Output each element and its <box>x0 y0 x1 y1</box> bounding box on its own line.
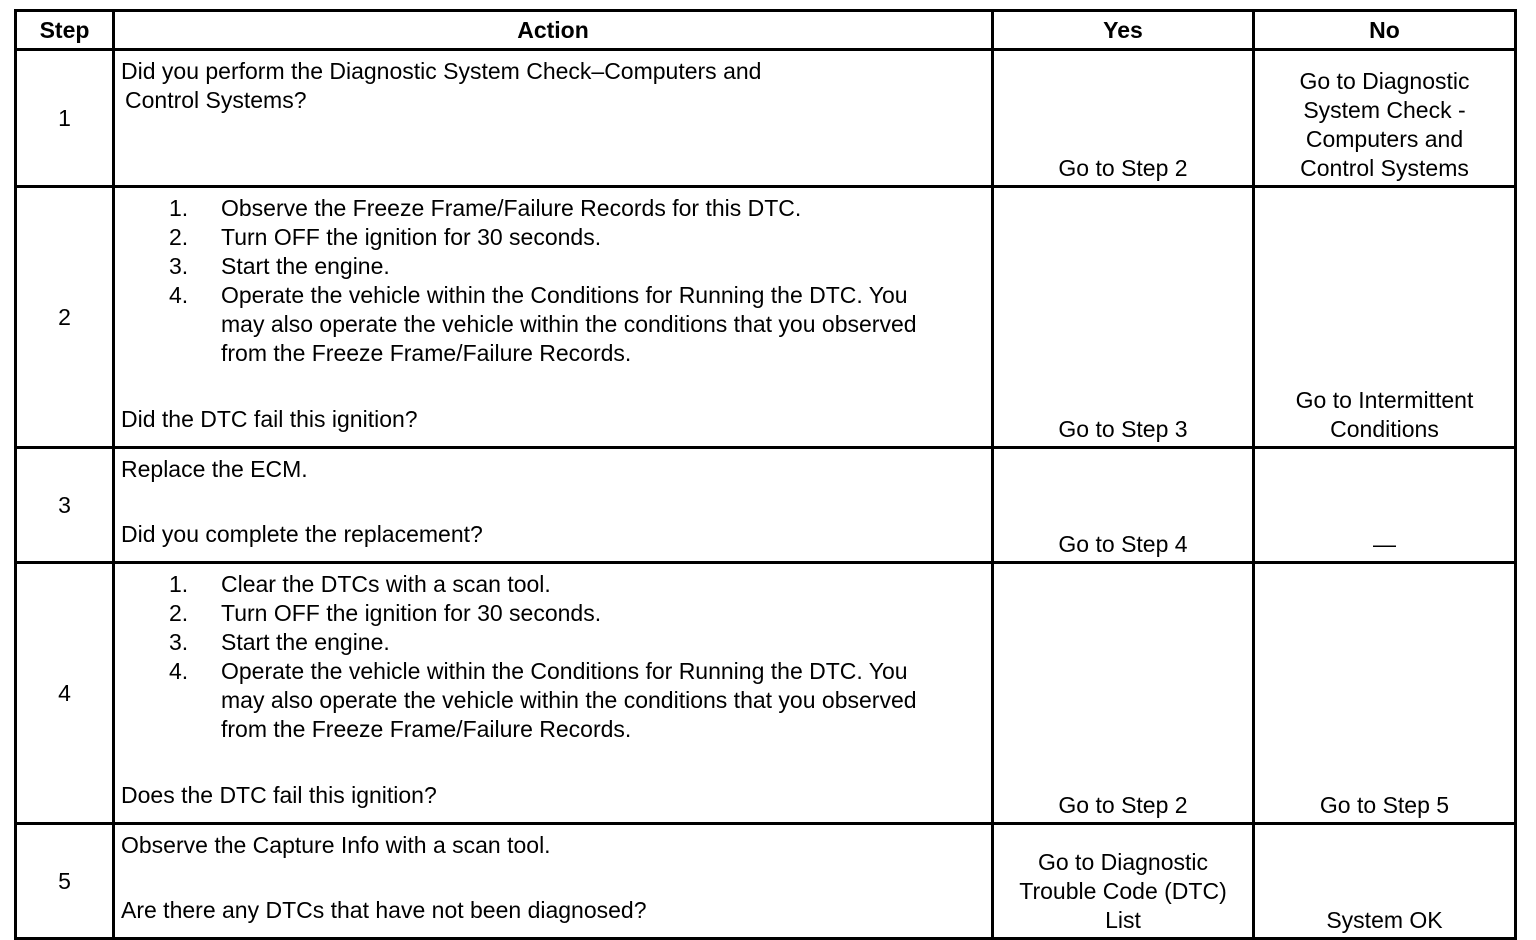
list-number: 1. <box>169 571 189 597</box>
action-content <box>121 194 981 434</box>
list-item <box>169 281 981 368</box>
no-cell <box>1254 50 1516 187</box>
list-number: 2. <box>169 224 189 250</box>
diagnostic-table <box>14 9 1517 940</box>
table-row <box>16 824 1516 939</box>
question-text: Did the DTC fail this ignition? <box>121 406 418 432</box>
step-number: 1 <box>16 50 114 187</box>
list-text-line: from the Freeze Frame/Failure Records. <box>221 340 632 366</box>
table-row <box>16 448 1516 563</box>
table-row <box>16 563 1516 824</box>
yes-cell <box>993 563 1254 824</box>
yes-result-line: List <box>1105 907 1141 933</box>
question-text: Are there any DTCs that have not been diagnosed? <box>121 897 647 923</box>
no-cell <box>1254 448 1516 563</box>
list-item <box>169 599 981 628</box>
yes-cell <box>993 187 1254 448</box>
action-cell <box>114 824 993 939</box>
list-text-line: may also operate the vehicle within the conditions that you observed <box>221 311 917 337</box>
list-text <box>221 657 981 744</box>
no-result-line: Control Systems <box>1300 155 1469 181</box>
list-text: Turn OFF the ignition for 30 seconds. <box>221 600 602 626</box>
instruction-text: Observe the Capture Info with a scan tool. <box>121 832 551 858</box>
list-item <box>169 570 981 599</box>
no-result-line: Go to Diagnostic <box>1299 68 1470 94</box>
list-number: 4. <box>169 282 189 308</box>
yes-cell <box>993 448 1254 563</box>
no-cell <box>1254 563 1516 824</box>
list-number: 1. <box>169 195 189 221</box>
action-cell <box>114 187 993 448</box>
yes-cell <box>993 824 1254 939</box>
list-item <box>169 223 981 252</box>
no-result-line: Go to Intermittent <box>1295 387 1474 413</box>
list-item <box>169 194 981 223</box>
list-number: 4. <box>169 658 189 684</box>
list-text-line: from the Freeze Frame/Failure Records. <box>221 716 632 742</box>
list-item <box>169 657 981 744</box>
action-cell <box>114 448 993 563</box>
no-result-line: Conditions <box>1330 416 1439 442</box>
yes-result: Go to Step 2 <box>1058 155 1188 181</box>
step-number: 2 <box>16 187 114 448</box>
yes-result-line: Trouble Code (DTC) <box>1019 878 1227 904</box>
action-content <box>121 570 981 810</box>
question-text: Did you complete the replacement? <box>121 521 483 547</box>
list-text: Clear the DTCs with a scan tool. <box>221 571 551 597</box>
no-result: System OK <box>1326 907 1443 933</box>
yes-cell <box>993 50 1254 187</box>
yes-result: Go to Step 4 <box>1058 531 1188 557</box>
list-text: Observe the Freeze Frame/Failure Records for this DTC. <box>221 195 802 221</box>
procedure-list <box>121 570 981 744</box>
yes-result: Go to Step 2 <box>1058 792 1188 818</box>
header-step: Step <box>16 11 114 50</box>
list-text-line: Operate the vehicle within the Conditions for Running the DTC. You <box>221 658 908 684</box>
header-yes: Yes <box>993 11 1254 50</box>
list-number: 3. <box>169 629 189 655</box>
no-result-line: Computers and <box>1305 126 1464 152</box>
action-content <box>121 455 981 549</box>
no-cell <box>1254 824 1516 939</box>
header-row <box>16 11 1516 50</box>
no-cell <box>1254 187 1516 448</box>
list-text: Turn OFF the ignition for 30 seconds. <box>221 224 602 250</box>
list-number: 3. <box>169 253 189 279</box>
step-number: 5 <box>16 824 114 939</box>
list-text-line: Operate the vehicle within the Conditions for Running the DTC. You <box>221 282 908 308</box>
table-row <box>16 187 1516 448</box>
action-cell <box>114 563 993 824</box>
action-cell <box>114 50 993 187</box>
header-action: Action <box>114 11 993 50</box>
procedure-list <box>121 194 981 368</box>
list-number: 2. <box>169 600 189 626</box>
question-line: Did you perform the Diagnostic System Check–Computers and <box>121 58 762 84</box>
list-text: Start the engine. <box>221 253 390 279</box>
no-result: — <box>1373 531 1396 557</box>
header-no: No <box>1254 11 1516 50</box>
question-text: Does the DTC fail this ignition? <box>121 782 437 808</box>
list-item <box>169 252 981 281</box>
question-line: Control Systems? <box>125 87 307 113</box>
list-item <box>169 628 981 657</box>
step-number: 3 <box>16 448 114 563</box>
question-text <box>121 57 981 115</box>
yes-result-line: Go to Diagnostic <box>1037 849 1209 875</box>
list-text-line: may also operate the vehicle within the conditions that you observed <box>221 687 917 713</box>
table-row <box>16 50 1516 187</box>
yes-result: Go to Step 3 <box>1058 416 1188 442</box>
step-number: 4 <box>16 563 114 824</box>
instruction-text: Replace the ECM. <box>121 456 308 482</box>
no-result: Go to Step 5 <box>1319 792 1450 818</box>
action-content <box>121 57 981 171</box>
no-result-line: System Check - <box>1303 97 1466 123</box>
list-text <box>221 281 981 368</box>
action-content <box>121 831 981 925</box>
list-text: Start the engine. <box>221 629 390 655</box>
